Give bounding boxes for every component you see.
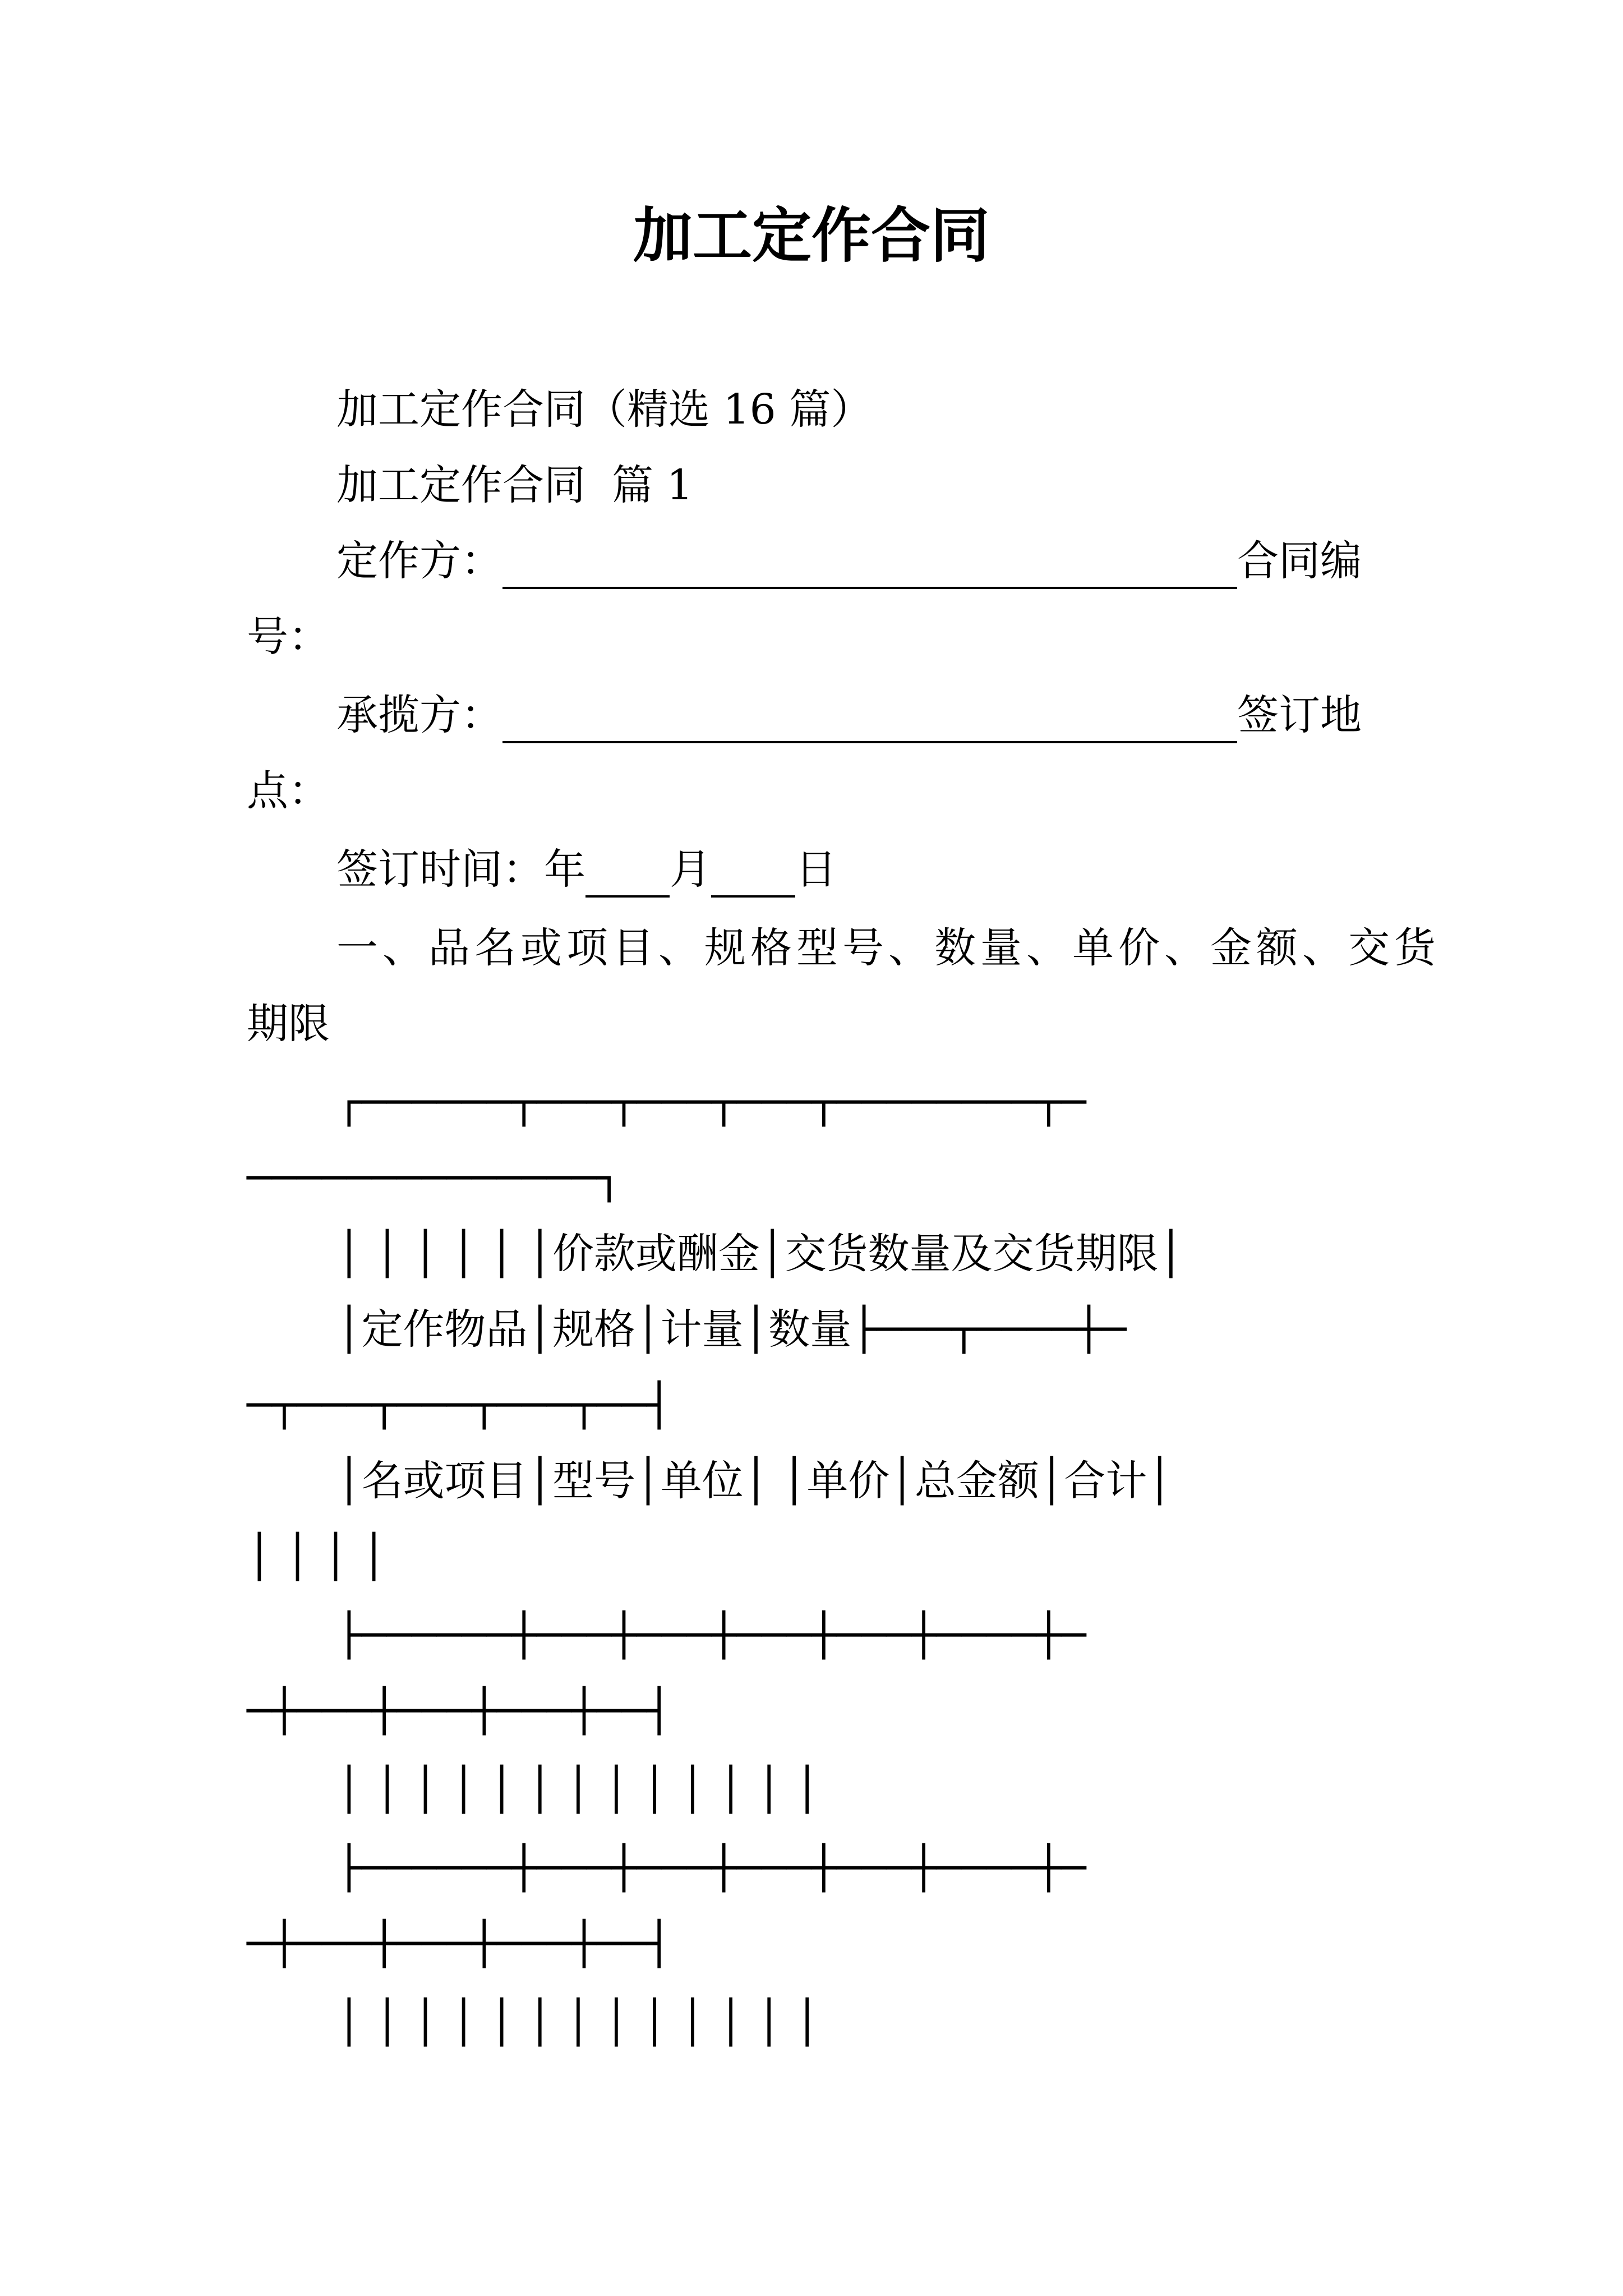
subtitle-line: 加工定作合同（精选 16 篇） xyxy=(336,385,873,434)
day-blank xyxy=(711,849,795,898)
sign-date-line xyxy=(336,841,1475,898)
sign-place-label: 签订地 xyxy=(1237,691,1362,739)
party-a-label: 定作方： xyxy=(336,537,502,585)
month-blank xyxy=(585,849,670,898)
table-row-header-3: │名或项目│型号│单位│ │单价│总金额│合计│ xyxy=(336,1457,1172,1505)
party-b-label: 承揽方： xyxy=(336,691,502,739)
party-a-line xyxy=(336,533,1475,589)
table-row-header-2-wrap: ─┬───┬───┬───┬──┤ xyxy=(247,1381,672,1429)
table-divider: ├──────┼───┼───┼───┼───┼────┼─ xyxy=(336,1611,1086,1659)
table-row-header-1: │ │ │ │ │ │价款或酬金│交货数量及交货期限│ xyxy=(336,1230,1184,1278)
day-label: 日 xyxy=(795,845,837,894)
table-row-header-2: │定作物品│规格│计量│数量├───┬────┼─ xyxy=(336,1305,1127,1354)
party-b-line xyxy=(336,687,1475,743)
month-label: 月 xyxy=(670,845,711,894)
table-row: │ │ │ │ │ │ │ │ │ │ │ │ │ xyxy=(336,1765,820,1814)
table-border-top: ┌──────┬───┬───┬───┬────────┬─ xyxy=(336,1078,1086,1126)
sign-place-wrap: 点： xyxy=(247,767,330,815)
table-row-header-3-wrap: │ │ │ │ xyxy=(247,1533,386,1581)
contract-no-label: 合同编 xyxy=(1237,537,1362,585)
party-b-blank xyxy=(502,695,1237,743)
table-divider-wrap: ─┼───┼───┼───┼──┤ xyxy=(247,1920,672,1968)
sign-date-label: 签订时间：年 xyxy=(336,845,585,894)
contract-no-wrap: 号： xyxy=(247,613,330,661)
table-divider: ├──────┼───┼───┼───┼───┼────┼─ xyxy=(336,1844,1086,1892)
party-a-blank xyxy=(502,541,1237,589)
table-border-top-wrap: ──────────────┐ xyxy=(247,1154,622,1202)
table-divider-wrap: ─┼───┼───┼───┼──┤ xyxy=(247,1687,672,1735)
table-row: │ │ │ │ │ │ │ │ │ │ │ │ │ xyxy=(336,1998,820,2046)
clause-1-heading: 一、品名或项目、规格型号、数量、单价、金额、交货 xyxy=(336,924,1440,972)
section-heading: 加工定作合同 篇 1 xyxy=(336,461,693,509)
clause-1-wrap: 期限 xyxy=(247,1000,330,1048)
document-title: 加工定作合同 xyxy=(633,200,990,270)
